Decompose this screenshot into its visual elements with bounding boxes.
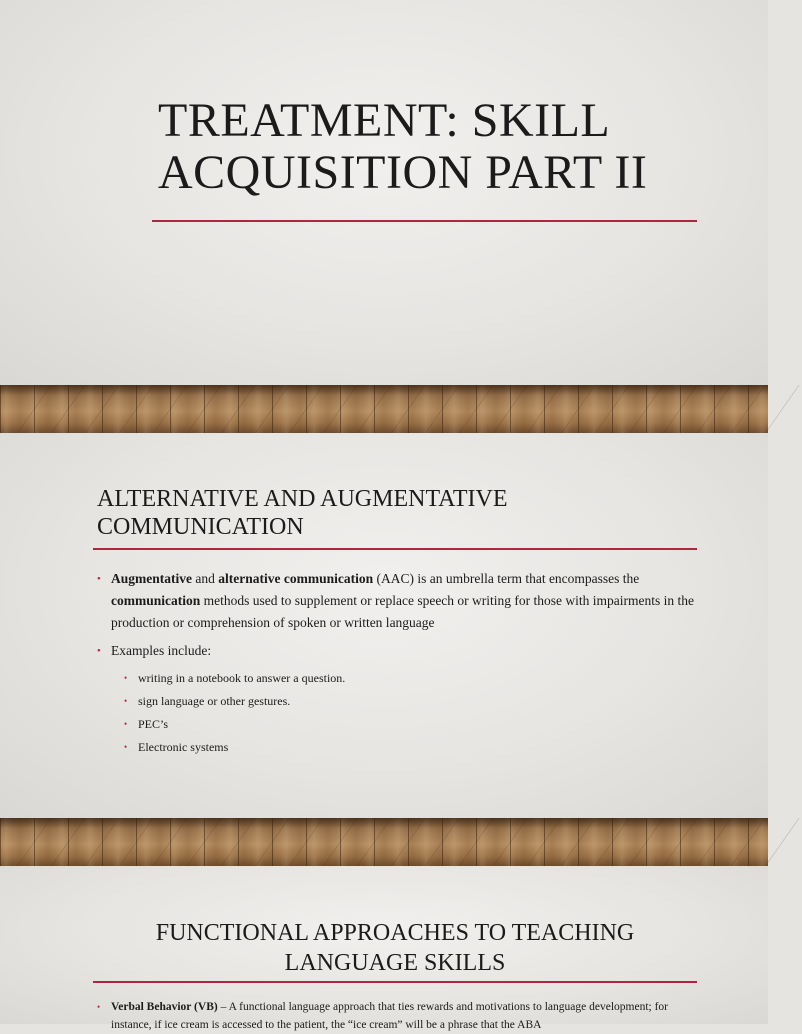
bullet-icon: • (97, 1002, 101, 1012)
list-item-text: writing in a notebook to answer a question. (138, 671, 346, 685)
bold-term: communication (111, 593, 201, 608)
list-item (124, 737, 697, 757)
list-item (124, 714, 697, 734)
list-item (124, 668, 697, 688)
bold-term: Augmentative (111, 571, 192, 586)
bullet-text: and (192, 571, 219, 586)
fa-title-underline (93, 981, 697, 983)
list-item (124, 691, 697, 711)
bullet-icon: • (124, 742, 128, 752)
slide-aac-heading (97, 485, 697, 541)
title-underline (152, 220, 697, 222)
fa-title-line-2: LANGUAGE SKILLS (284, 950, 506, 976)
aac-title-line-1: ALTERNATIVE AND AUGMENTATIVE (97, 486, 508, 512)
bold-term: Verbal Behavior (VB) (111, 1001, 218, 1013)
bullet-text: – A functional language approach that ties rewards and motivations to language development; for instance, if ice cream is accessed to the patient, the “ice cream” will be a phrase that the ABA (111, 1001, 668, 1031)
bold-term: alternative communication (218, 571, 374, 586)
functional-approaches-heading (93, 918, 697, 978)
verbal-behavior-bullet (97, 998, 711, 1034)
aac-bullet-list (97, 568, 697, 760)
list-item-text: sign language or other gestures. (138, 694, 291, 708)
bullet-icon: • (124, 673, 128, 683)
fa-title-line-1: FUNCTIONAL APPROACHES TO TEACHING (155, 920, 635, 946)
bullet-text: methods used to supplement or replace speech or writing for those with impairments in the production or comprehension of spoken or written language (111, 593, 695, 630)
aac-title-line-2: COMMUNICATION (97, 514, 304, 540)
examples-bullet (97, 640, 697, 662)
slide-functional-approaches (0, 866, 768, 1031)
wood-floor-divider (0, 818, 768, 866)
aac-title-underline (93, 548, 697, 550)
slide-aac (0, 433, 768, 818)
bullet-icon: • (97, 573, 101, 585)
list-item-text: PEC’s (138, 717, 169, 731)
examples-label: Examples include: (111, 643, 212, 658)
title-line-1: TREATMENT: SKILL (158, 94, 611, 147)
bullet-icon: • (124, 719, 128, 729)
bullet-icon: • (97, 645, 101, 657)
aac-definition-bullet (97, 568, 697, 634)
title-line-2: ACQUISITION PART II (158, 146, 648, 199)
slide-title-heading (158, 95, 718, 199)
bullet-icon: • (124, 696, 128, 706)
bullet-text: (AAC) is an umbrella term that encompasses the (373, 571, 640, 586)
slide-title (0, 0, 768, 385)
wood-floor-divider (0, 385, 768, 433)
list-item-text: Electronic systems (138, 740, 229, 754)
